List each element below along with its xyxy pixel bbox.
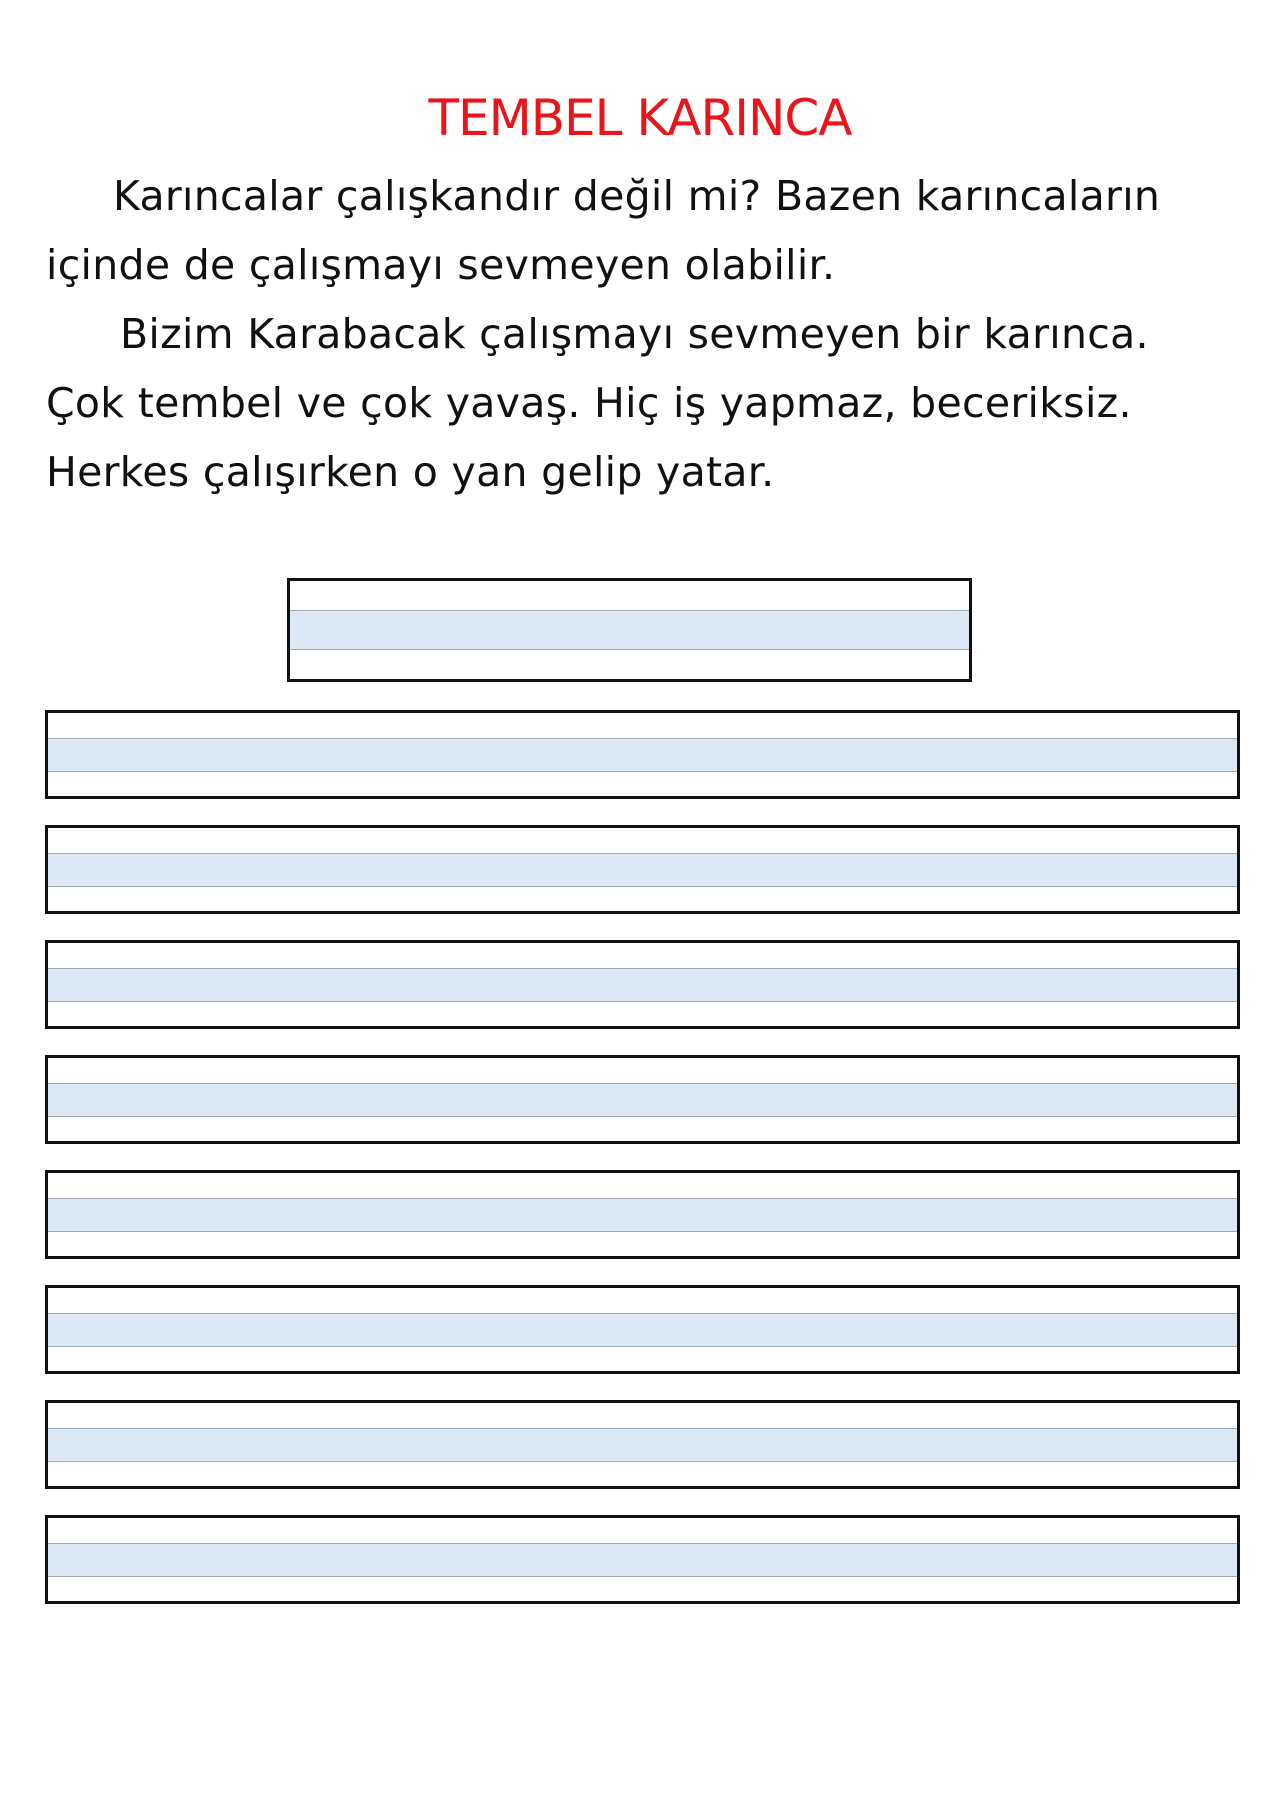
writing-line-2[interactable] [45,825,1240,914]
story-line-3: Bizim Karabacak çalışmayı sevmeyen bir karınca. [120,310,1149,358]
story-line-5: Herkes çalışırken o yan gelip yatar. [46,448,775,496]
story-line-4: Çok tembel ve çok yavaş. Hiç iş yapmaz, beceriksiz. [46,379,1132,427]
writing-guide-band [48,853,1237,887]
writing-line-1[interactable] [45,710,1240,799]
writing-guide-band [48,738,1237,772]
writing-guide-band [48,1083,1237,1117]
writing-guide-band [48,1543,1237,1577]
writing-line-3[interactable] [45,940,1240,1029]
writing-line-5[interactable] [45,1170,1240,1259]
writing-guide-band [48,1428,1237,1462]
worksheet-title: TEMBEL KARINCA [428,89,852,147]
writing-guide-band [48,1313,1237,1347]
writing-guide-band [48,968,1237,1002]
writing-guide-band [290,610,969,650]
writing-line-7[interactable] [45,1400,1240,1489]
writing-line-4[interactable] [45,1055,1240,1144]
writing-line-6[interactable] [45,1285,1240,1374]
writing-guide-band [48,1198,1237,1232]
story-line-2: içinde de çalışmayı sevmeyen olabilir. [46,241,836,289]
story-line-1: Karıncalar çalışkandır değil mi? Bazen karıncaların [113,172,1161,220]
writing-line-8[interactable] [45,1515,1240,1604]
title-writing-box[interactable] [287,578,972,682]
